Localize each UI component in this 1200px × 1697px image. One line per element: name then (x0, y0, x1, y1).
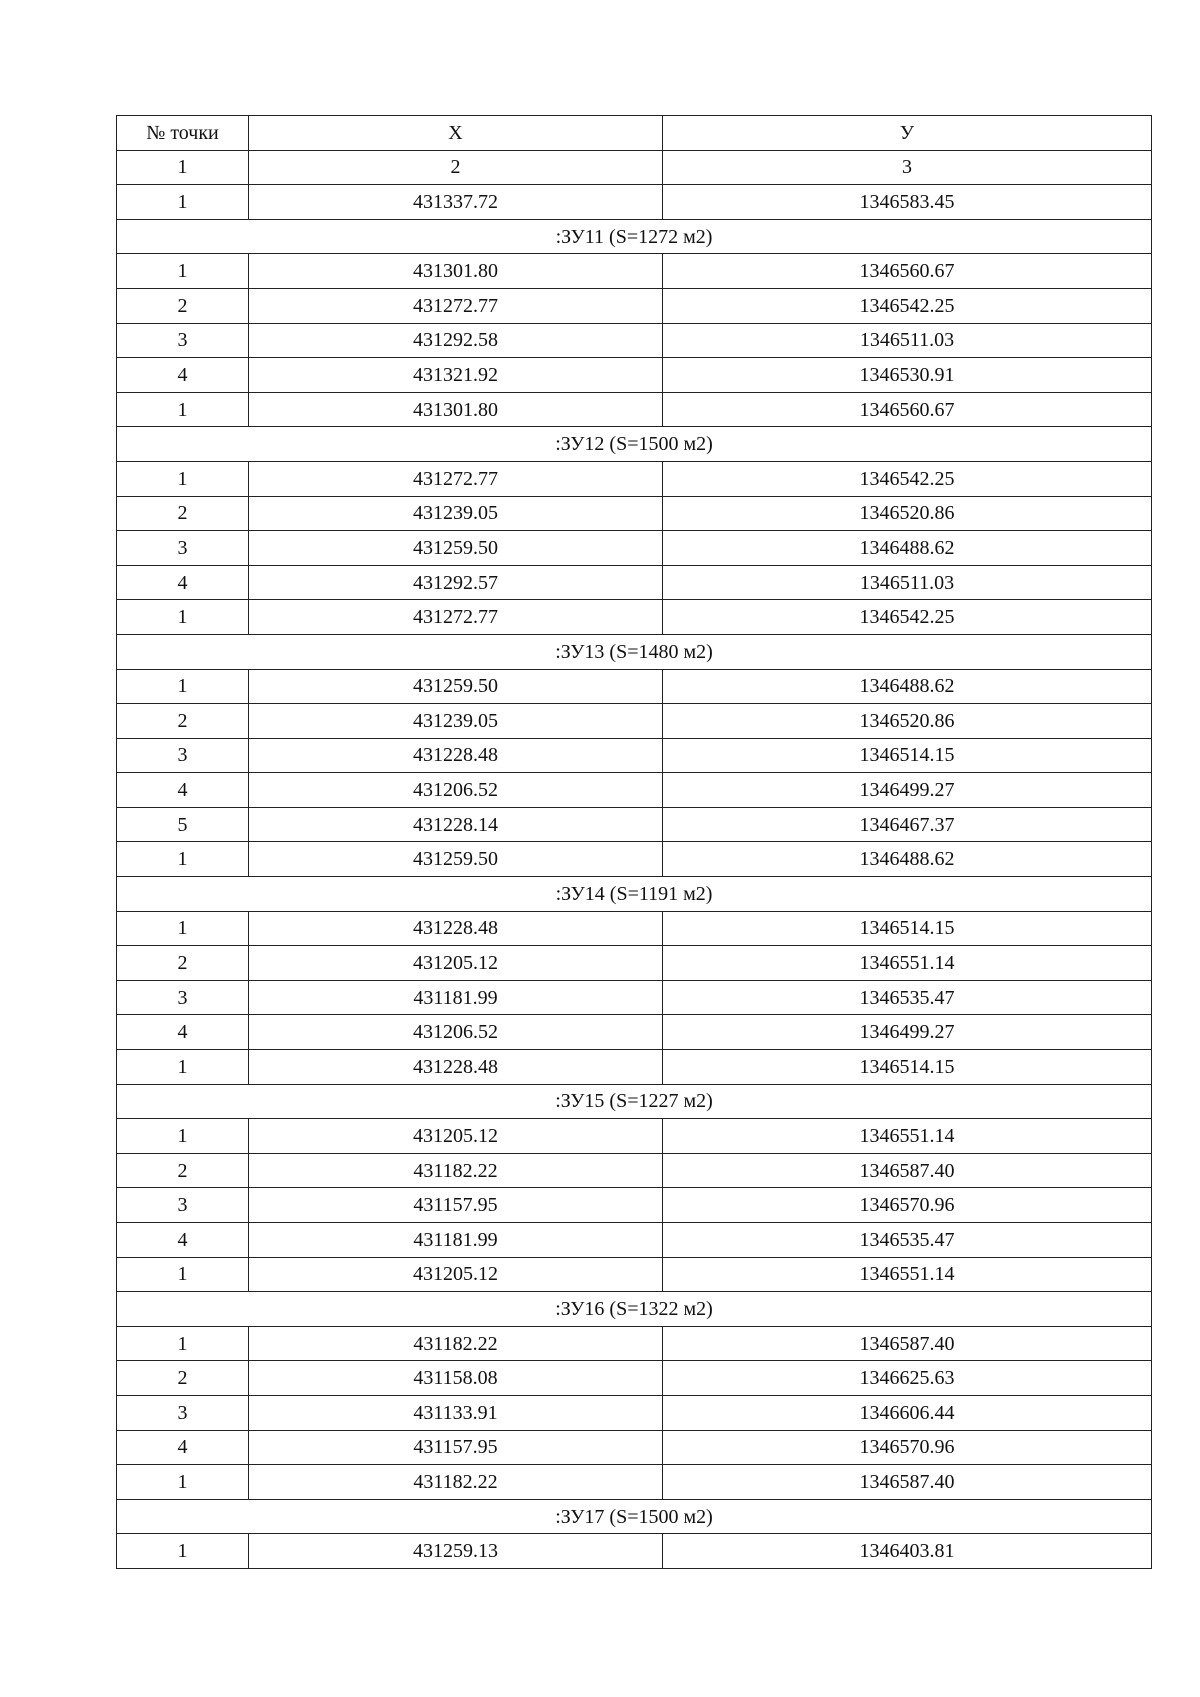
section-label: :ЗУ11 (S=1272 м2) (117, 219, 1152, 254)
table-row (117, 980, 1152, 1015)
y-coordinate-cell: 1346542.25 (663, 288, 1152, 323)
point-number-cell: 1 (117, 1050, 249, 1085)
point-number-cell: 1 (117, 1119, 249, 1154)
section-row (117, 1084, 1152, 1119)
table-row (117, 496, 1152, 531)
point-number-cell: 4 (117, 565, 249, 600)
table-row (117, 1153, 1152, 1188)
table-body (117, 185, 1152, 1569)
x-coordinate-cell: 431205.12 (249, 946, 663, 981)
table-row (117, 254, 1152, 289)
section-label: :ЗУ12 (S=1500 м2) (117, 427, 1152, 462)
section-row (117, 427, 1152, 462)
point-number-cell: 1 (117, 185, 249, 220)
x-coordinate-cell: 431292.57 (249, 565, 663, 600)
y-coordinate-cell: 1346570.96 (663, 1430, 1152, 1465)
column-number-2: 2 (249, 150, 663, 185)
point-number-cell: 3 (117, 980, 249, 1015)
y-coordinate-cell: 1346587.40 (663, 1153, 1152, 1188)
point-number-cell: 4 (117, 1430, 249, 1465)
x-coordinate-cell: 431181.99 (249, 980, 663, 1015)
table-row (117, 1395, 1152, 1430)
x-coordinate-cell: 431205.12 (249, 1119, 663, 1154)
x-coordinate-cell: 431206.52 (249, 1015, 663, 1050)
table-row (117, 1465, 1152, 1500)
table-row (117, 461, 1152, 496)
x-coordinate-cell: 431228.48 (249, 1050, 663, 1085)
y-coordinate-cell: 1346583.45 (663, 185, 1152, 220)
x-coordinate-cell: 431182.22 (249, 1326, 663, 1361)
y-coordinate-cell: 1346511.03 (663, 565, 1152, 600)
x-coordinate-cell: 431259.13 (249, 1534, 663, 1569)
y-coordinate-cell: 1346403.81 (663, 1534, 1152, 1569)
section-label: :ЗУ15 (S=1227 м2) (117, 1084, 1152, 1119)
point-number-cell: 1 (117, 842, 249, 877)
section-row (117, 1292, 1152, 1327)
y-coordinate-cell: 1346488.62 (663, 669, 1152, 704)
y-coordinate-cell: 1346467.37 (663, 807, 1152, 842)
table-row (117, 911, 1152, 946)
table-row (117, 842, 1152, 877)
y-coordinate-cell: 1346514.15 (663, 1050, 1152, 1085)
x-coordinate-cell: 431181.99 (249, 1223, 663, 1258)
x-coordinate-cell: 431157.95 (249, 1430, 663, 1465)
table-row (117, 1430, 1152, 1465)
table-row (117, 807, 1152, 842)
x-coordinate-cell: 431272.77 (249, 461, 663, 496)
point-number-cell: 3 (117, 1188, 249, 1223)
x-coordinate-cell: 431228.48 (249, 738, 663, 773)
y-coordinate-cell: 1346560.67 (663, 392, 1152, 427)
y-coordinate-cell: 1346488.62 (663, 842, 1152, 877)
y-coordinate-cell: 1346514.15 (663, 911, 1152, 946)
table-row (117, 1361, 1152, 1396)
table-row (117, 531, 1152, 566)
table-row (117, 565, 1152, 600)
y-coordinate-cell: 1346488.62 (663, 531, 1152, 566)
table-row (117, 600, 1152, 635)
point-number-cell: 1 (117, 1465, 249, 1500)
point-number-cell: 1 (117, 1534, 249, 1569)
point-number-cell: 3 (117, 531, 249, 566)
y-coordinate-cell: 1346551.14 (663, 1119, 1152, 1154)
section-label: :ЗУ14 (S=1191 м2) (117, 877, 1152, 912)
table-row (117, 704, 1152, 739)
y-coordinate-cell: 1346530.91 (663, 358, 1152, 393)
point-number-cell: 5 (117, 807, 249, 842)
point-number-cell: 2 (117, 946, 249, 981)
table-row (117, 288, 1152, 323)
x-coordinate-cell: 431259.50 (249, 531, 663, 566)
section-row (117, 877, 1152, 912)
point-number-cell: 1 (117, 1257, 249, 1292)
column-number-3: 3 (663, 150, 1152, 185)
section-row (117, 219, 1152, 254)
y-coordinate-cell: 1346587.40 (663, 1465, 1152, 1500)
y-coordinate-cell: 1346625.63 (663, 1361, 1152, 1396)
y-coordinate-cell: 1346499.27 (663, 1015, 1152, 1050)
y-coordinate-cell: 1346520.86 (663, 704, 1152, 739)
point-number-cell: 4 (117, 773, 249, 808)
x-coordinate-cell: 431182.22 (249, 1153, 663, 1188)
table-row (117, 1223, 1152, 1258)
point-number-cell: 1 (117, 461, 249, 496)
y-coordinate-cell: 1346560.67 (663, 254, 1152, 289)
point-number-cell: 3 (117, 1395, 249, 1430)
header-point-number: № точки (117, 116, 249, 151)
x-coordinate-cell: 431206.52 (249, 773, 663, 808)
table-row (117, 1257, 1152, 1292)
x-coordinate-cell: 431292.58 (249, 323, 663, 358)
table-row (117, 946, 1152, 981)
table-row (117, 1326, 1152, 1361)
y-coordinate-cell: 1346606.44 (663, 1395, 1152, 1430)
x-coordinate-cell: 431301.80 (249, 392, 663, 427)
x-coordinate-cell: 431301.80 (249, 254, 663, 289)
point-number-cell: 3 (117, 323, 249, 358)
x-coordinate-cell: 431228.14 (249, 807, 663, 842)
y-coordinate-cell: 1346514.15 (663, 738, 1152, 773)
table-row (117, 358, 1152, 393)
table-row (117, 1188, 1152, 1223)
table-row (117, 738, 1152, 773)
x-coordinate-cell: 431259.50 (249, 842, 663, 877)
table-row (117, 392, 1152, 427)
point-number-cell: 1 (117, 392, 249, 427)
section-label: :ЗУ17 (S=1500 м2) (117, 1499, 1152, 1534)
y-coordinate-cell: 1346551.14 (663, 1257, 1152, 1292)
x-coordinate-cell: 431239.05 (249, 496, 663, 531)
y-coordinate-cell: 1346535.47 (663, 980, 1152, 1015)
y-coordinate-cell: 1346587.40 (663, 1326, 1152, 1361)
point-number-cell: 1 (117, 669, 249, 704)
x-coordinate-cell: 431272.77 (249, 600, 663, 635)
y-coordinate-cell: 1346551.14 (663, 946, 1152, 981)
table-row (117, 1050, 1152, 1085)
table-row (117, 323, 1152, 358)
point-number-cell: 2 (117, 288, 249, 323)
y-coordinate-cell: 1346535.47 (663, 1223, 1152, 1258)
column-number-row (117, 150, 1152, 185)
x-coordinate-cell: 431205.12 (249, 1257, 663, 1292)
header-y: У (663, 116, 1152, 151)
x-coordinate-cell: 431337.72 (249, 185, 663, 220)
table-header (117, 116, 1152, 185)
point-number-cell: 4 (117, 1223, 249, 1258)
section-row (117, 1499, 1152, 1534)
point-number-cell: 1 (117, 911, 249, 946)
table-row (117, 1015, 1152, 1050)
x-coordinate-cell: 431259.50 (249, 669, 663, 704)
table-row (117, 773, 1152, 808)
point-number-cell: 2 (117, 1153, 249, 1188)
y-coordinate-cell: 1346542.25 (663, 461, 1152, 496)
y-coordinate-cell: 1346511.03 (663, 323, 1152, 358)
y-coordinate-cell: 1346520.86 (663, 496, 1152, 531)
point-number-cell: 4 (117, 1015, 249, 1050)
x-coordinate-cell: 431272.77 (249, 288, 663, 323)
point-number-cell: 3 (117, 738, 249, 773)
point-number-cell: 4 (117, 358, 249, 393)
point-number-cell: 1 (117, 1326, 249, 1361)
x-coordinate-cell: 431239.05 (249, 704, 663, 739)
header-x: X (249, 116, 663, 151)
table-row (117, 1119, 1152, 1154)
point-number-cell: 1 (117, 600, 249, 635)
table-row (117, 1534, 1152, 1569)
x-coordinate-cell: 431157.95 (249, 1188, 663, 1223)
column-number-1: 1 (117, 150, 249, 185)
point-number-cell: 2 (117, 704, 249, 739)
y-coordinate-cell: 1346499.27 (663, 773, 1152, 808)
section-row (117, 634, 1152, 669)
section-label: :ЗУ13 (S=1480 м2) (117, 634, 1152, 669)
point-number-cell: 1 (117, 254, 249, 289)
section-label: :ЗУ16 (S=1322 м2) (117, 1292, 1152, 1327)
y-coordinate-cell: 1346542.25 (663, 600, 1152, 635)
point-number-cell: 2 (117, 496, 249, 531)
y-coordinate-cell: 1346570.96 (663, 1188, 1152, 1223)
x-coordinate-cell: 431158.08 (249, 1361, 663, 1396)
coordinates-table (116, 115, 1152, 1569)
x-coordinate-cell: 431133.91 (249, 1395, 663, 1430)
point-number-cell: 2 (117, 1361, 249, 1396)
x-coordinate-cell: 431321.92 (249, 358, 663, 393)
x-coordinate-cell: 431228.48 (249, 911, 663, 946)
table-row (117, 669, 1152, 704)
header-row (117, 116, 1152, 151)
x-coordinate-cell: 431182.22 (249, 1465, 663, 1500)
table-row (117, 185, 1152, 220)
